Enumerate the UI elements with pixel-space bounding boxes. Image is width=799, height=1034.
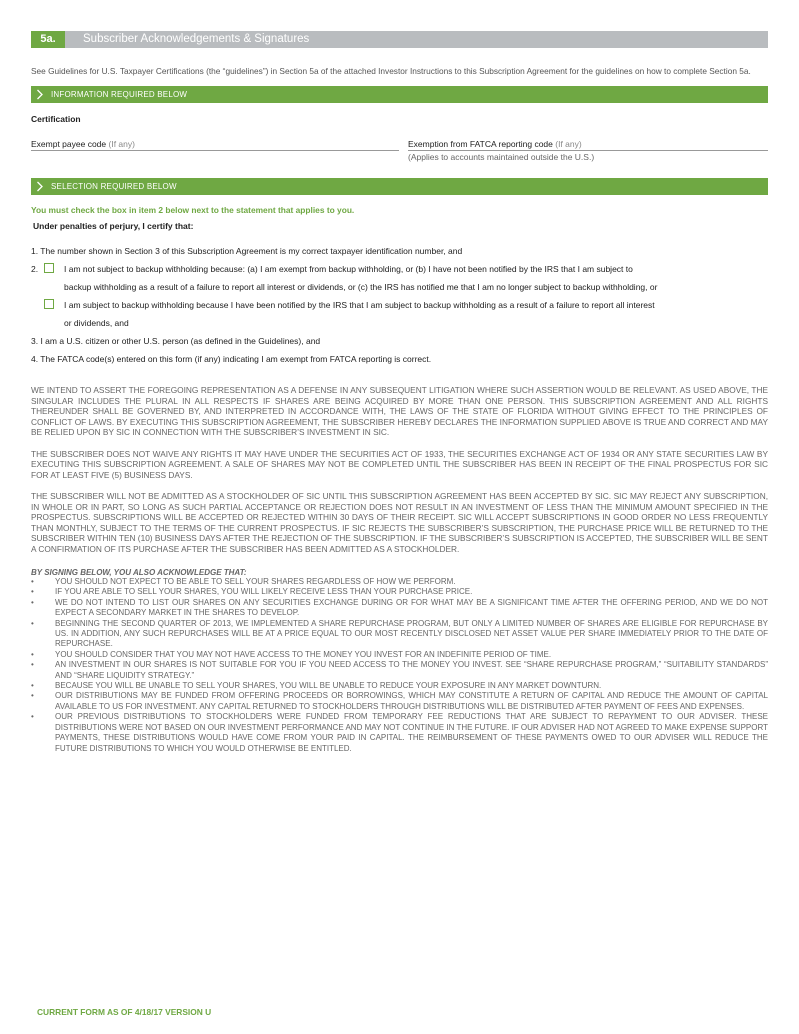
list-item-text: BEGINNING THE SECOND QUARTER OF 2013, WE IMPLEMENTED A SHARE REPURCHASE PROGRAM, BUT ONLY A LIMITED NUMBER OF SHARES ARE ELIGIBLE FOR REPURCHASE BY US. IN ADDITION, ANY SUCH REPURCHASES WILL BE AT A PRICE EQUAL TO OUR MOST RECENTLY DISCLOSED NET ASSET VALUE PER SHARE IMMEDIATELY PRIOR TO THE DATE OF REPURCHASE.: [55, 618, 768, 649]
list-item-text: BECAUSE YOU WILL BE UNABLE TO SELL YOUR SHARES, YOU WILL BE UNABLE TO REDUCE YOUR EXPOSURE IN ANY MARKET DOWNTURN.: [55, 681, 602, 691]
bullet-icon: •: [31, 691, 34, 701]
item-4: 4. The FATCA code(s) entered on this form (if any) indicating I am exempt from FATCA reporting is correct.: [31, 354, 432, 364]
bullet-icon: •: [31, 587, 34, 597]
fatca-code-field[interactable]: [408, 139, 768, 151]
legal-paragraph-1: WE INTEND TO ASSERT THE FOREGOING REPRESENTATION AS A DEFENSE IN ANY SUBSEQUENT LITIGATION WHERE SUCH ASSERTION WOULD BE RELEVANT. AS USED ABOVE, THE SINGULAR INCLUDES THE PLURAL IN ALL RESPECTS IF SHARES ARE BEING ACQUIRED BY MORE THAN ONE PERSON. THIS SUBSCRIPTION AGREEMENT AND ALL RIGHTS THEREUNDER SHALL BE GOVERNED BY, AND INTERPRETED IN ACCORDANCE WITH, THE LAWS OF THE STATE OF FLORIDA WITHOUT GIVING EFFECT TO THE PRINCIPLES OF CONFLICT OF LAWS. BY EXECUTING THIS SUBSCRIPTION AGREEMENT, THE SUBSCRIBER HEREBY DECLARES THE INFORMATION SUPPLIED ABOVE IS TRUE AND CORRECT AND MAY BE RELIED UPON BY SIC IN CONNECTION WITH THE SUBSCRIBER’S INVESTMENT IN SIC.: [31, 385, 768, 437]
bullet-icon: •: [31, 712, 34, 722]
section-title: Subscriber Acknowledgements & Signatures: [83, 33, 310, 45]
list-item: [31, 577, 768, 587]
item-2-number: 2.: [31, 264, 39, 274]
list-item: [31, 660, 768, 681]
option-b-line-1: I am subject to backup withholding because I have been notified by the IRS that I am subject to backup withholding as a result of a failure to report all interest: [64, 300, 655, 310]
item-3: 3. I am a U.S. citizen or other U.S. person (as defined in the Guidelines), and: [31, 336, 321, 346]
option-a-line-2: backup withholding as a result of a failure to report all interest or dividends, or (c) the IRS has notified me that I am no longer subject to backup withholding, or: [64, 282, 658, 292]
item-1: 1. The number shown in Section 3 of this Subscription Agreement is my correct taxpayer identification number, and: [31, 246, 463, 256]
fatca-code-label: Exemption from FATCA reporting code: [408, 139, 553, 149]
backup-withholding-not-subject-checkbox[interactable]: [44, 263, 54, 273]
item-2-option-b-row-1: [31, 300, 768, 318]
list-item-text: IF YOU ARE ABLE TO SELL YOUR SHARES, YOU WILL LIKELY RECEIVE LESS THAN YOUR PURCHASE PRICE.: [55, 587, 473, 597]
intro-text: See Guidelines for U.S. Taxpayer Certifications (the “guidelines”) in Section 5a of the attached Investor Instructions to this Subscription Agreement for the guidelines on how to complete Section 5a.: [31, 66, 751, 76]
information-required-label: INFORMATION REQUIRED BELOW: [51, 90, 188, 99]
exempt-payee-code-field[interactable]: [31, 139, 399, 151]
exempt-payee-code-hint: (If any): [108, 139, 135, 149]
penalty-statement: Under penalties of perjury, I certify that:: [33, 221, 194, 231]
option-b-line-2: or dividends, and: [64, 318, 129, 328]
list-item-text: OUR PREVIOUS DISTRIBUTIONS TO STOCKHOLDERS WERE FUNDED FROM TEMPORARY FEE REDUCTIONS THAT ARE SUBJECT TO REPAYMENT TO OUR ADVISER. THESE DISTRIBUTIONS WERE NOT BASED ON OUR INVESTMENT PERFORMANCE AND MAY NOT CONTINUE IN THE FUTURE. IF OUR ADVISER HAD NOT AGREED TO MAKE EXPENSE SUPPORT PAYMENTS, THESE DISTRIBUTIONS WOULD HAVE COME FROM YOUR PAID IN CAPITAL. THE REIMBURSEMENT OF THESE PAYMENTS OWED TO OUR ADVISER WILL REDUCE THE FUTURE DISTRIBUTIONS TO WHICH YOU WOULD OTHERWISE BE ENTITLED.: [55, 712, 768, 753]
list-item: [31, 619, 768, 650]
section-number: 5a.: [31, 31, 65, 48]
chevron-right-icon: [36, 89, 44, 100]
fatca-code-hint: (If any): [555, 139, 582, 149]
selection-required-bar: [31, 178, 768, 195]
option-a-line-1: I am not subject to backup withholding because: (a) I am exempt from backup withholding, or (b) I have not been notified by the IRS that I am subject to: [64, 264, 633, 274]
selection-required-label: SELECTION REQUIRED BELOW: [51, 182, 177, 191]
list-item: [31, 598, 768, 619]
list-item-text: YOU SHOULD NOT EXPECT TO BE ABLE TO SELL YOUR SHARES REGARDLESS OF HOW WE PERFORM.: [55, 577, 456, 586]
bullet-icon: •: [31, 618, 34, 628]
item-2-option-a-row-2: [31, 282, 768, 300]
item-2-option-b-row-2: [31, 318, 768, 336]
certification-label: Certification: [31, 114, 81, 124]
list-item-text: AN INVESTMENT IN OUR SHARES IS NOT SUITABLE FOR YOU IF YOU NEED ACCESS TO THE MONEY YOU INVEST. SEE “SHARE REPURCHASE PROGRAM,” “SUITABILITY STANDARDS” AND “SHARE LIQUIDITY STRATEGY.”: [55, 660, 768, 680]
legal-paragraph-2: THE SUBSCRIBER DOES NOT WAIVE ANY RIGHTS IT MAY HAVE UNDER THE SECURITIES ACT OF 1933, THE SECURITIES EXCHANGE ACT OF 1934 OR ANY STATE SECURITIES LAW BY EXECUTING THIS SUBSCRIPTION AGREEMENT. A SALE OF SHARES MAY NOT BE COMPLETED UNTIL THE SUBSCRIBER HAS BEEN IN RECEIPT OF THE FINAL PROSPECTUS FOR SIC FOR AT LEAST FIVE (5) BUSINESS DAYS.: [31, 448, 768, 480]
list-item-text: YOU SHOULD CONSIDER THAT YOU MAY NOT HAVE ACCESS TO THE MONEY YOU INVEST FOR AN INDEFINITE PERIOD OF TIME.: [55, 649, 552, 659]
section-header: [31, 31, 768, 48]
item-2-option-a-row-1: [31, 264, 768, 282]
list-item: [31, 712, 768, 754]
list-item-text: WE DO NOT INTEND TO LIST OUR SHARES ON ANY SECURITIES EXCHANGE DURING OR FOR WHAT MAY BE A SIGNIFICANT TIME AFTER THE OFFERING PERIOD, AND WE DO NOT EXPECT A SECONDARY MARKET IN THE SHARES TO DEVELOP.: [55, 597, 768, 618]
form-page: [31, 31, 768, 754]
information-required-bar: [31, 86, 768, 103]
list-item: [31, 587, 768, 597]
bullet-icon: •: [31, 597, 34, 607]
bullet-icon: •: [31, 681, 34, 691]
legal-paragraph-3: THE SUBSCRIBER WILL NOT BE ADMITTED AS A STOCKHOLDER OF SIC UNTIL THIS SUBSCRIPTION AGREEMENT HAS BEEN ACCEPTED BY SIC. SIC MAY REJECT ANY SUBSCRIPTION, IN WHOLE OR IN PART, SO LONG AS SUCH PARTIAL ACCEPTANCE OR REJECTION DOES NOT RESULT IN AN INVESTMENT OF LESS THAN THE MINIMUM AMOUNT SPECIFIED IN THE PROSPECTUS. SUBSCRIPTIONS WILL BE ACCEPTED OR REJECTED WITHIN 30 DAYS OF THEIR RECEIPT. SIC WILL ACCEPT SUBSCRIPTIONS IN GOOD ORDER NO LESS FREQUENTLY THAN MONTHLY, SUBJECT TO THE TERMS OF THE CURRENT PROSPECTUS. IF SIC REJECTS THE SUBSCRIBER’S SUBSCRIPTION, THE PURCHASE PRICE WILL BE RETURNED TO THE SUBSCRIBER WITHIN TEN (10) BUSINESS DAYS AFTER THE REJECTION OF THE SUBSCRIPTION. IF THE SUBSCRIBER’S SUBSCRIPTION IS ACCEPTED, THE SUBSCRIBER WILL BE SENT A CONFIRMATION OF ITS PURCHASE AFTER THE SUBSCRIBER HAS BEEN ADMITTED AS A STOCKHOLDER.: [31, 491, 768, 554]
certification-items: [31, 246, 768, 364]
acknowledgement-heading: BY SIGNING BELOW, YOU ALSO ACKNOWLEDGE THAT:: [31, 568, 247, 577]
acknowledgement-list: [31, 577, 768, 754]
bullet-icon: •: [31, 577, 34, 586]
fatca-note: (Applies to accounts maintained outside the U.S.): [408, 152, 595, 162]
backup-withholding-subject-checkbox[interactable]: [44, 299, 54, 309]
list-item: [31, 681, 768, 691]
exempt-payee-code-label: Exempt payee code: [31, 139, 107, 149]
bullet-icon: •: [31, 649, 34, 659]
form-version-footer: CURRENT FORM AS OF 4/18/17 VERSION U: [37, 1007, 212, 1017]
list-item-text: OUR DISTRIBUTIONS MAY BE FUNDED FROM OFFERING PROCEEDS OR BORROWINGS, WHICH MAY CONSTITUTE A RETURN OF CAPITAL AND REDUCE THE AMOUNT OF CAPITAL AVAILABLE TO US FOR INVESTMENT. ANY CAPITAL RETURNED TO STOCKHOLDERS THROUGH DISTRIBUTIONS WILL BE DISTRIBUTED AFTER PAYMENT OF FEES AND EXPENSES.: [55, 691, 768, 711]
bullet-icon: •: [31, 660, 34, 670]
check-box-instruction: You must check the box in item 2 below next to the statement that applies to you.: [31, 205, 355, 215]
exemption-fields: [31, 139, 768, 169]
chevron-right-icon: [36, 181, 44, 192]
list-item: [31, 650, 768, 660]
list-item: [31, 691, 768, 712]
